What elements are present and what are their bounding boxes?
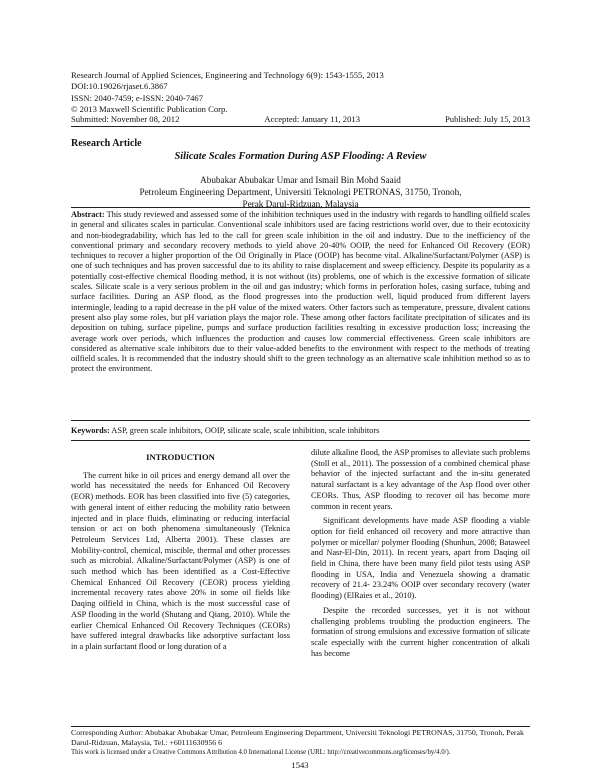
abstract-label: Abstract: [71, 210, 105, 219]
abstract-text: This study reviewed and assessed some of the inhibition techniques used in the industry with regards to handling oilfield scales in general and silicates scales in particular. Conventional scale inhibitors used are facing restrictions world over, due to their ecotoxicity and non-biodegradability, which has led to the call for green scale inhibition in the oil and industry. Due to the inefficiency of the conventional primary and secondary recovery methods to yield above 20-40% OOIP, the need for Enhanced Oil Recovery (EOR) techniques to recover a higher proportion of the Oil Originally in Place (OOIP) has become vital. Alkaline/Surfactant/Polymer (ASP) is one of such techniques and has proven successful due to its ability to raise displacement and sweep efficiency. Despite its popularity as a potentially cost-effective chemical flooding method, it is not without (its) problems, one of which is the excessive formation of silicate scales. Silicate scale is a very serious problem in the oil and gas industry; which forms in perforation holes, casing surface, tubing and surface facilities. During an ASP flood, as the flood progresses into the production well, liquid produced from different layers intermingle, leading to a rapid decrease in the pH value of the mixed waters. Other factors such as temperature, pressure, divalent cations present also play some roles, but pH variation plays the major role. These among other factors facilitate precipitation of silicates and its deposition on tubing, surface pipeline, pumps and surface production facilities resulting in excessive production loss; increasing the average work over periods, which influences the production and causes low commercial effectiveness. Green scale inhibitors are considered as alternative scale inhibitors due to their value-added benefits to the environment with respect to the methods of treating oilfield scales. It is recommended that the industry should shift to the green technology as an alternative scale inhibition method so as to protect the environment. [71, 210, 530, 374]
accepted-date: Accepted: January 11, 2013 [264, 114, 360, 124]
keywords-text: ASP, green scale inhibitors, OOIP, silicate scale, scale inhibition, scale inhibitors [111, 426, 380, 435]
keywords-label: Keywords: [71, 426, 110, 435]
license-note[interactable]: This work is licensed under a Creative Commons Attribution 4.0 International License (URL: http://creativecommons.org/licenses/by/4.0/). [71, 749, 451, 756]
right-column [311, 448, 530, 663]
left-paragraph-1: The current hike in oil prices and energy demand all over the world has necessitated the needs for Enhanced Oil Recovery (EOR) methods. EOR has been classified into five (5) categories, with general intent of either reducing the mobility ratio between injected and in place fluids, eliminating or reducing interfacial tension or act on both phenomena simultaneously (Teknica Petroleum Services Ltd, Alberta 2001). These classes are Mobility-control, chemical, miscible, thermal and other processes such as microbial. Alkaline/Surfactant/Polymer (ASP) is one of such method which has been identified as a Cost-Effective Chemical Enhanced Oil Recovery (CEOR) process yielding incremental recovery rates above 20% in some oil fields like Daqing oilfield in China, which is the most successful case of ASP flooding in the world (Shutang and Qiang, 2010). While the earlier Chemical Enhanced Oil Recovery Techniques (CEORs) have suffered integral drawbacks like adsorptive surfactant loss in a plain surfactant flood or long duration of a [71, 470, 290, 651]
affiliation-line-2: Perak Darul-Ridzuan, Malaysia [242, 199, 359, 209]
author-block [71, 174, 530, 210]
section-heading: INTRODUCTION [146, 452, 215, 462]
journal-citation: Research Journal of Applied Sciences, Engineering and Technology 6(9): 1543-1555, 2013 [71, 70, 384, 80]
affiliation-line-1: Petroleum Engineering Department, Universiti Teknologi PETRONAS, 31750, Tronoh, [139, 187, 462, 197]
page-number: 1543 [291, 760, 309, 770]
right-paragraph-2: Significant developments have made ASP flooding a viable option for field enhanced oil recovery and more attractive than polymer or micellar/ polymer flooding (Shunhun, 2008; Bataweel and Nasr-El-Din, 2011). In recent years, apart from Daqing oil field in China, there have been many field pilot tests using ASP flooding in USA, India and Venezuela showing a dramatic recovery of 21.4- 23.24% OOIP over secondary recovery (water flooding) (ElRaies et al., 2010). [311, 516, 530, 601]
authors: Abubakar Abubakar Umar and Ismail Bin Mohd Saaid [200, 175, 401, 185]
abstract-bottom-rule [71, 420, 530, 421]
right-paragraph-1: dilute alkaline flood, the ASP promises to alleviate such problems (Stoll et al., 2011). The possession of a combined chemical phase behavior of the injected surfactant and the in-situ generated natural surfactant is a key advantage of the Asp flood over other CEORs. Thus, ASP flooding to recover oil has become more common in recent years. [311, 448, 530, 511]
keywords-rule [71, 440, 530, 441]
abstract-top-rule [71, 207, 530, 208]
right-paragraph-3: Despite the recorded successes, yet it is not without challenging problems troubling the production engineers. The formation of strong emulsions and excessive formation of silicate scale especially with the current higher concentration of alkali has become [311, 605, 530, 658]
left-column [71, 452, 290, 657]
keywords [71, 426, 530, 435]
footer-rule [71, 726, 530, 727]
abstract [71, 210, 530, 375]
copyright: © 2013 Maxwell Scientific Publication Corp. [71, 104, 228, 115]
journal-header [71, 70, 384, 116]
article-dates [71, 114, 530, 124]
published-date: Published: July 15, 2013 [445, 114, 530, 124]
issn: ISSN: 2040-7459; e-ISSN: 2040-7467 [71, 92, 204, 103]
submitted-date: Submitted: November 08, 2012 [71, 114, 180, 124]
article-title: Silicate Scales Formation During ASP Flooding: A Review [174, 151, 427, 162]
doi[interactable]: DOI:10.19026/rjaset.6.3867 [71, 81, 168, 92]
header-divider [71, 126, 530, 127]
corresponding-author: Corresponding Author: Abubakar Abubakar Umar, Petroleum Engineering Department, Universiti Teknologi PETRONAS, 31750, Tronoh, Perak Darul-Ridzuan, Malaysia, Tel.: +60111630956 6 [71, 728, 524, 747]
article-type: Research Article [71, 138, 142, 149]
